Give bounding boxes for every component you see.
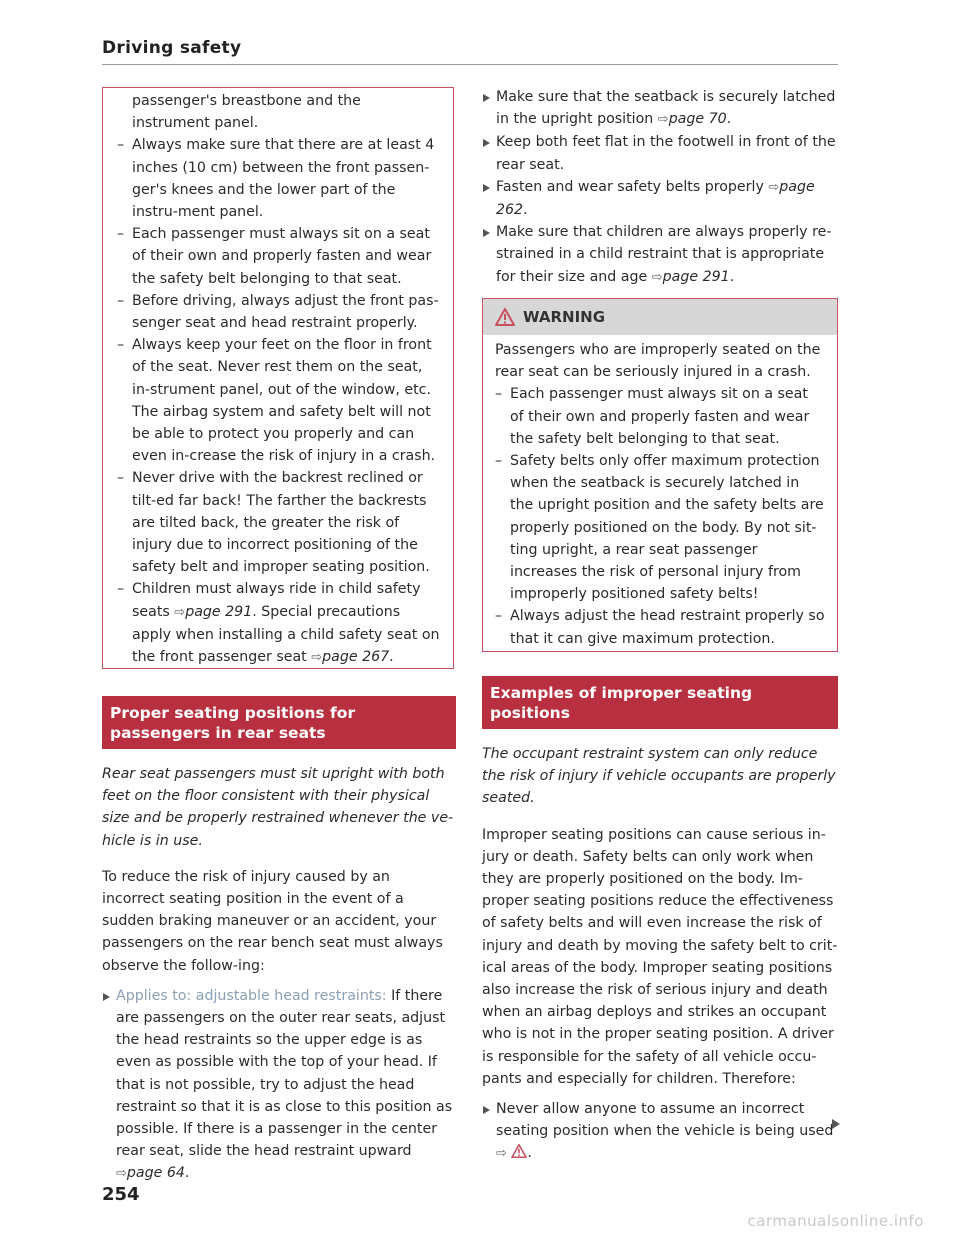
- warning-triangle-icon: [495, 308, 515, 326]
- warning-item-children: [117, 578, 443, 669]
- warning-triangle-icon[interactable]: [511, 1144, 527, 1158]
- section-heading-improper-seating: Examples of improper seating positions: [482, 676, 838, 729]
- improper-seating-bullet: Never allow anyone to assume an incorrect seating position when the vehicle is being used ⇨ .: [482, 1098, 838, 1166]
- warning-lead-text: Passengers who are improperly seated on the rear seat can be seriously injured in a crash.: [495, 342, 821, 381]
- warning-item: – Always make sure that there are at least 4 inches (10 cm) between the front passen-ger's knees and the lower part of the instru-ment panel.: [117, 134, 443, 223]
- section-body: Improper seating positions can cause serious in-jury or death. Safety belts can only work when they are properly positioned on the body. Im-proper seating positions reduce the effectiveness of safety belts and will even increase the risk of injury and death by moving the safety belt to crit-ical areas of the body. Improper seating positions also increase the risk of serious injury and death when an airbag deploys and strikes an occupant who is not in the proper seating position. A driver is responsible for the safety of all vehicle occu-pants and especially for children. Therefore:: [482, 826, 838, 1087]
- warning-header: [483, 299, 837, 335]
- page-reference-link[interactable]: page 291: [662, 268, 730, 285]
- section-heading-rear-seats: Proper seating positions for passengers in rear seats: [102, 696, 456, 749]
- page-header-title: Driving safety: [102, 38, 242, 58]
- bullet-text: Make sure that children are always properly re-strained in a child restraint that is appropriate for their size and age: [496, 224, 832, 285]
- section-intro: Rear seat passengers must sit upright with both feet on the floor consistent with their physical size and be properly restrained whenever the ve-hicle is in use.: [102, 766, 454, 849]
- warning-item: – Each passenger must always sit on a seat of their own and properly fasten and wear the safety belt belonging to that seat.: [117, 223, 443, 290]
- warning-item: – Always keep your feet on the floor in front of the seat. Never rest them on the seat, in-strument panel, out of the window, etc. The airbag system and safety belt will not be able to protect you properly and can even in-crease the risk of injury in a crash.: [117, 334, 443, 467]
- bullet-text: Fasten and wear safety belts properly: [496, 178, 764, 195]
- page-ref-arrow-icon: ⇨: [651, 269, 663, 285]
- warning-title: WARNING: [523, 307, 606, 326]
- bullet-item: Make sure that children are always properly re-strained in a child restraint that is appropriate for their size and age ⇨page 291.: [482, 221, 838, 289]
- warning-lead-text: passenger's breastbone and the instrument panel.: [132, 93, 361, 132]
- bullet-text: Never allow anyone to assume an incorrect seating position when the vehicle is being used: [496, 1101, 834, 1140]
- continued-arrow-icon: [832, 1119, 840, 1129]
- rear-seat-bullet: [102, 985, 456, 1186]
- bullet-item: Fasten and wear safety belts properly ⇨page 262.: [482, 176, 838, 221]
- warning-item: – Each passenger must always sit on a seat of their own and properly fasten and wear the safety belt belonging to that seat.: [495, 383, 825, 450]
- bullet-text: If there are passengers on the outer rear seats, adjust the head restraints so the upper edge is as even as possible with the top of your head. If that is not possible, try to adjust the head restraint so that it is as close to this position as possible. If there is a passenger in the center rear seat, slide the head restraint upward: [116, 987, 453, 1160]
- bullet-item: Make sure that the seatback is securely latched in the upright position ⇨page 70.: [482, 86, 838, 131]
- punctuation: .: [389, 649, 394, 666]
- page-ref-arrow-icon: ⇨: [311, 650, 323, 666]
- applies-to-label: Applies to: adjustable head restraints:: [116, 987, 387, 1004]
- page-ref-arrow-icon: ⇨: [768, 179, 780, 195]
- warning-item: – Never drive with the backrest reclined or tilt-ed far back! The farther the backrests are tilted back, the greater the risk of injury due to incorrect positioning of the safety belt and improper seating position.: [117, 467, 443, 578]
- right-bullets: [482, 86, 838, 289]
- page-reference-link[interactable]: page 291: [185, 603, 253, 620]
- warning-item-text: . Special precautions apply when installing a child safety seat on the front passenger seat: [132, 603, 440, 666]
- section-intro: The occupant restraint system can only reduce the risk of injury if vehicle occupants are properly seated.: [482, 746, 836, 807]
- page-reference-link[interactable]: page 64: [126, 1165, 185, 1182]
- page-ref-arrow-icon: ⇨: [174, 604, 186, 620]
- bullet-text: Make sure that the seatback is securely latched in the upright position: [496, 89, 836, 128]
- warning-item-text: Children must always ride in child safety seats: [132, 581, 421, 620]
- page-ref-arrow-icon: ⇨: [496, 1146, 507, 1162]
- page-reference-link[interactable]: page 267: [322, 649, 390, 666]
- page-reference-link[interactable]: page 70: [668, 111, 727, 128]
- warning-item: – Always adjust the head restraint properly so that it can give maximum protection.: [495, 605, 825, 649]
- improper-seating-section: [482, 676, 838, 1166]
- warning-item: – Before driving, always adjust the front pas-senger seat and head restraint properly.: [117, 290, 443, 334]
- punctuation: .: [184, 1165, 190, 1182]
- left-warning-box: [102, 87, 454, 669]
- page-number: 254: [102, 1184, 140, 1205]
- warning-item: – Safety belts only offer maximum protection when the seatback is securely latched in the upright position and the safety belts are properly positioned on the body. By not sit-ting upright, a rear seat passenger increases the risk of personal injury from improperly positioned safety belts!: [495, 450, 825, 605]
- header-divider: [102, 64, 838, 65]
- warning-box: [482, 298, 838, 652]
- bullet-item: Keep both feet flat in the footwell in front of the rear seat.: [482, 131, 838, 175]
- section-body: To reduce the risk of injury caused by an incorrect seating position in the event of a sudden braking maneuver or an accident, your passengers on the rear bench seat must always observe the follow-ing:: [102, 868, 443, 974]
- page-ref-arrow-icon: ⇨: [116, 1166, 127, 1182]
- warning-body: [483, 335, 837, 650]
- page-reference-link[interactable]: page 262: [496, 178, 815, 219]
- watermark: carmanualsonline.info: [747, 1212, 924, 1230]
- page-ref-arrow-icon: ⇨: [657, 112, 669, 128]
- rear-seats-section: [102, 696, 456, 1186]
